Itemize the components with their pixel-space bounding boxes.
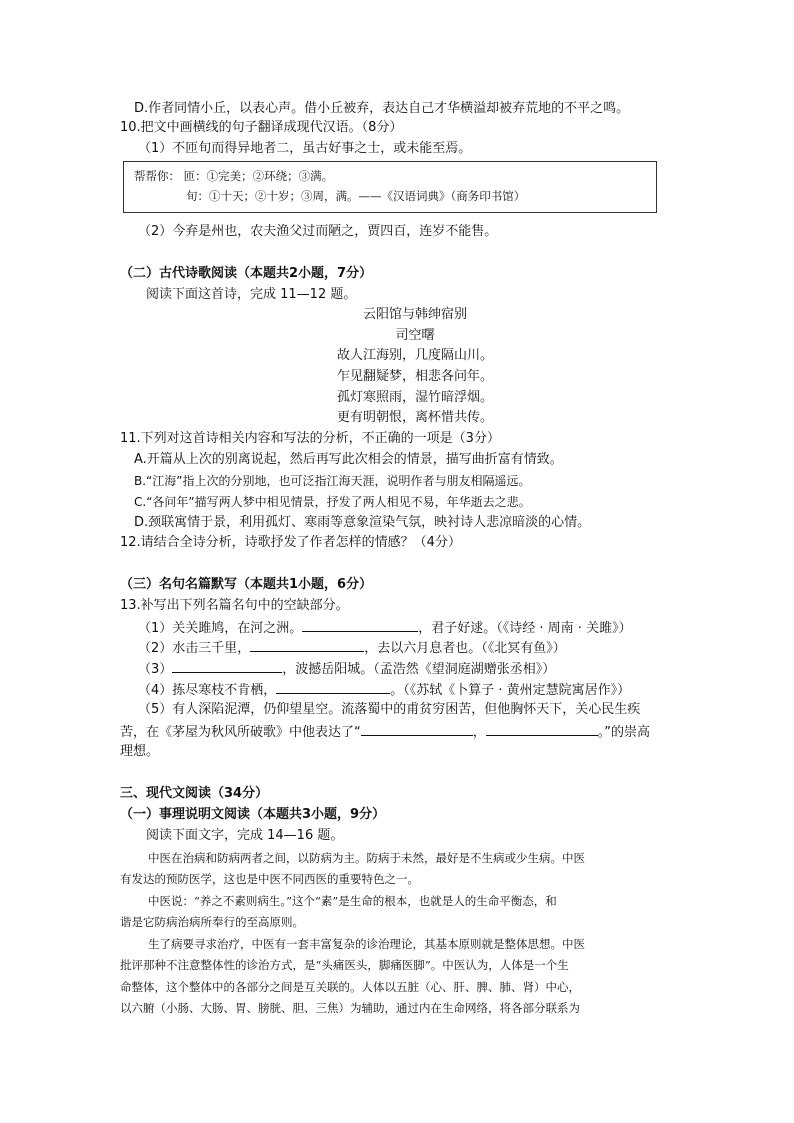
question-11: 11.下列对这首诗相关内容和写法的分析，不正确的一项是（3分） — [120, 431, 500, 446]
paragraph-line: 中医在治病和防病两者之间，以防病为主。防病于未然，最好是不生病或少生病。中医 — [148, 851, 585, 865]
answer-blank[interactable] — [302, 617, 418, 632]
dictation-item-5: （5）有人深陷泥潭，仍仰望星空。流落蜀中的甫贫穷困苦，但他胸怀天下，关心民生疾 — [138, 702, 641, 717]
poem-author: 司空曙 — [395, 328, 435, 343]
paragraph-line: 谐是它防病治病所奉行的至高原则。 — [120, 915, 304, 929]
answer-blank[interactable] — [172, 658, 282, 673]
poem-verse: 更有明朝恨，离杯惜共传。 — [336, 410, 493, 425]
question-10-item-2: （2）今弃是州也，农夫渔父过而陋之，贾四百，连岁不能售。 — [138, 224, 498, 239]
dictation-item-5-line-3: 理想。 — [120, 744, 160, 759]
answer-blank[interactable] — [250, 637, 364, 652]
paragraph-line: 以六腑（小肠、大肠、胃、膀胱、胆、三焦）为辅助，通过内在生命网络，将各部分联系为 — [120, 1001, 580, 1015]
paragraph-line: 命整体，这个整体中的各部分之间是互关联的。人体以五脏（心、肝、脾、肺、肾）中心， — [120, 980, 580, 994]
help-line-1: 帮帮你： 匝：①完美；②环绕；③满。 — [134, 169, 334, 183]
question-11-option-a: A.开篇从上次的别离说起，然后再写此次相会的情景，描写曲折富有情致。 — [134, 452, 563, 467]
question-11-option-b: B.“江海”指上次的分别地，也可泛指江海天涯，说明作者与朋友相隔遥远。 — [134, 474, 531, 488]
paragraph-line: 中医说：“养之不素则病生。”这个“素”是生命的根本，也就是人的生命平衡态，和 — [148, 894, 557, 908]
answer-blank[interactable] — [486, 721, 598, 736]
question-11-option-d: D.颈联寓情于景，利用孤灯、寒雨等意象渲染气氛，映衬诗人悲凉暗淡的心情。 — [134, 515, 591, 530]
paragraph-line: 生了病要寻求治疗，中医有一套丰富复杂的诊治理论，其基本原则就是整体思想。中医 — [148, 937, 585, 951]
dictation-heading: （三）名句名篇默写（本题共1小题，6分） — [120, 577, 373, 592]
help-line-2: 旬：①十天；②十岁；③周，满。——《汉语词典》（商务印书馆） — [186, 189, 526, 203]
question-11-option-c: C.“各问年”描写两人梦中相见情景，抒发了两人相见不易，年华逝去之悲。 — [134, 495, 531, 509]
question-13: 13.补写出下列名篇名句中的空缺部分。 — [120, 598, 349, 613]
dictation-item-3: （3） ，波撼岳阳城。（孟浩然《望洞庭湖赠张丞相》） — [138, 658, 555, 680]
poetry-intro: 阅读下面这首诗，完成 11—12 题。 — [146, 287, 357, 302]
paragraph-line: 有发达的预防医学，这也是中医不同西医的重要特色之一。 — [120, 872, 419, 886]
poem-verse: 孤灯寒照雨，湿竹暗浮烟。 — [336, 390, 493, 405]
dictation-item-1: （1）关关雎鸠，在河之洲。 ，君子好逑。（《诗经 · 周南 · 关雎》） — [138, 617, 632, 639]
question-10: 10.把文中画横线的句子翻译成现代汉语。（8分） — [120, 120, 403, 135]
poem-verse: 故人江海别，几度隔山川。 — [336, 348, 493, 363]
dictation-item-4: （4）拣尽寒枝不肯栖， 。（《苏轼《卜算子 · 黄州定慧院寓居作》） — [138, 679, 630, 701]
modern-heading: 三、现代文阅读（34分） — [120, 786, 269, 801]
dictation-item-2: （2）水击三千里， ，去以六月息者也。（《北冥有鱼》） — [138, 637, 566, 659]
question-12: 12.请结合全诗分析，诗歌抒发了作者怎样的情感？（4分） — [120, 535, 461, 550]
question-10-item-1: （1）不匝旬而得异地者二，虽古好事之士，或未能至焉。 — [138, 141, 472, 156]
modern-intro: 阅读下面文字，完成 14—16 题。 — [146, 828, 344, 843]
poetry-heading: （二）古代诗歌阅读（本题共2小题，7分） — [120, 266, 373, 281]
option-d: D.作者同情小丘，以表心声。借小丘被弃，表达自己才华横溢却被弃荒地的不平之鸣。 — [134, 101, 630, 116]
answer-blank[interactable] — [276, 679, 390, 694]
dictation-item-5-line-2: 苦，在《茅屋为秋风所破歌》中他表达了“ ， 。”的崇高 — [120, 721, 650, 743]
paragraph-line: 批评那种不注意整体性的诊治方式，是“头痛医头，脚痛医脚”。中医认为，人体是一个生 — [120, 958, 569, 972]
poem-title: 云阳馆与韩绅宿别 — [362, 307, 467, 322]
answer-blank[interactable] — [361, 721, 473, 736]
modern-sub-heading: （一）事理说明文阅读（本题共3小题，9分） — [120, 807, 386, 822]
poem-verse: 乍见翻疑梦，相悲各问年。 — [336, 369, 493, 384]
